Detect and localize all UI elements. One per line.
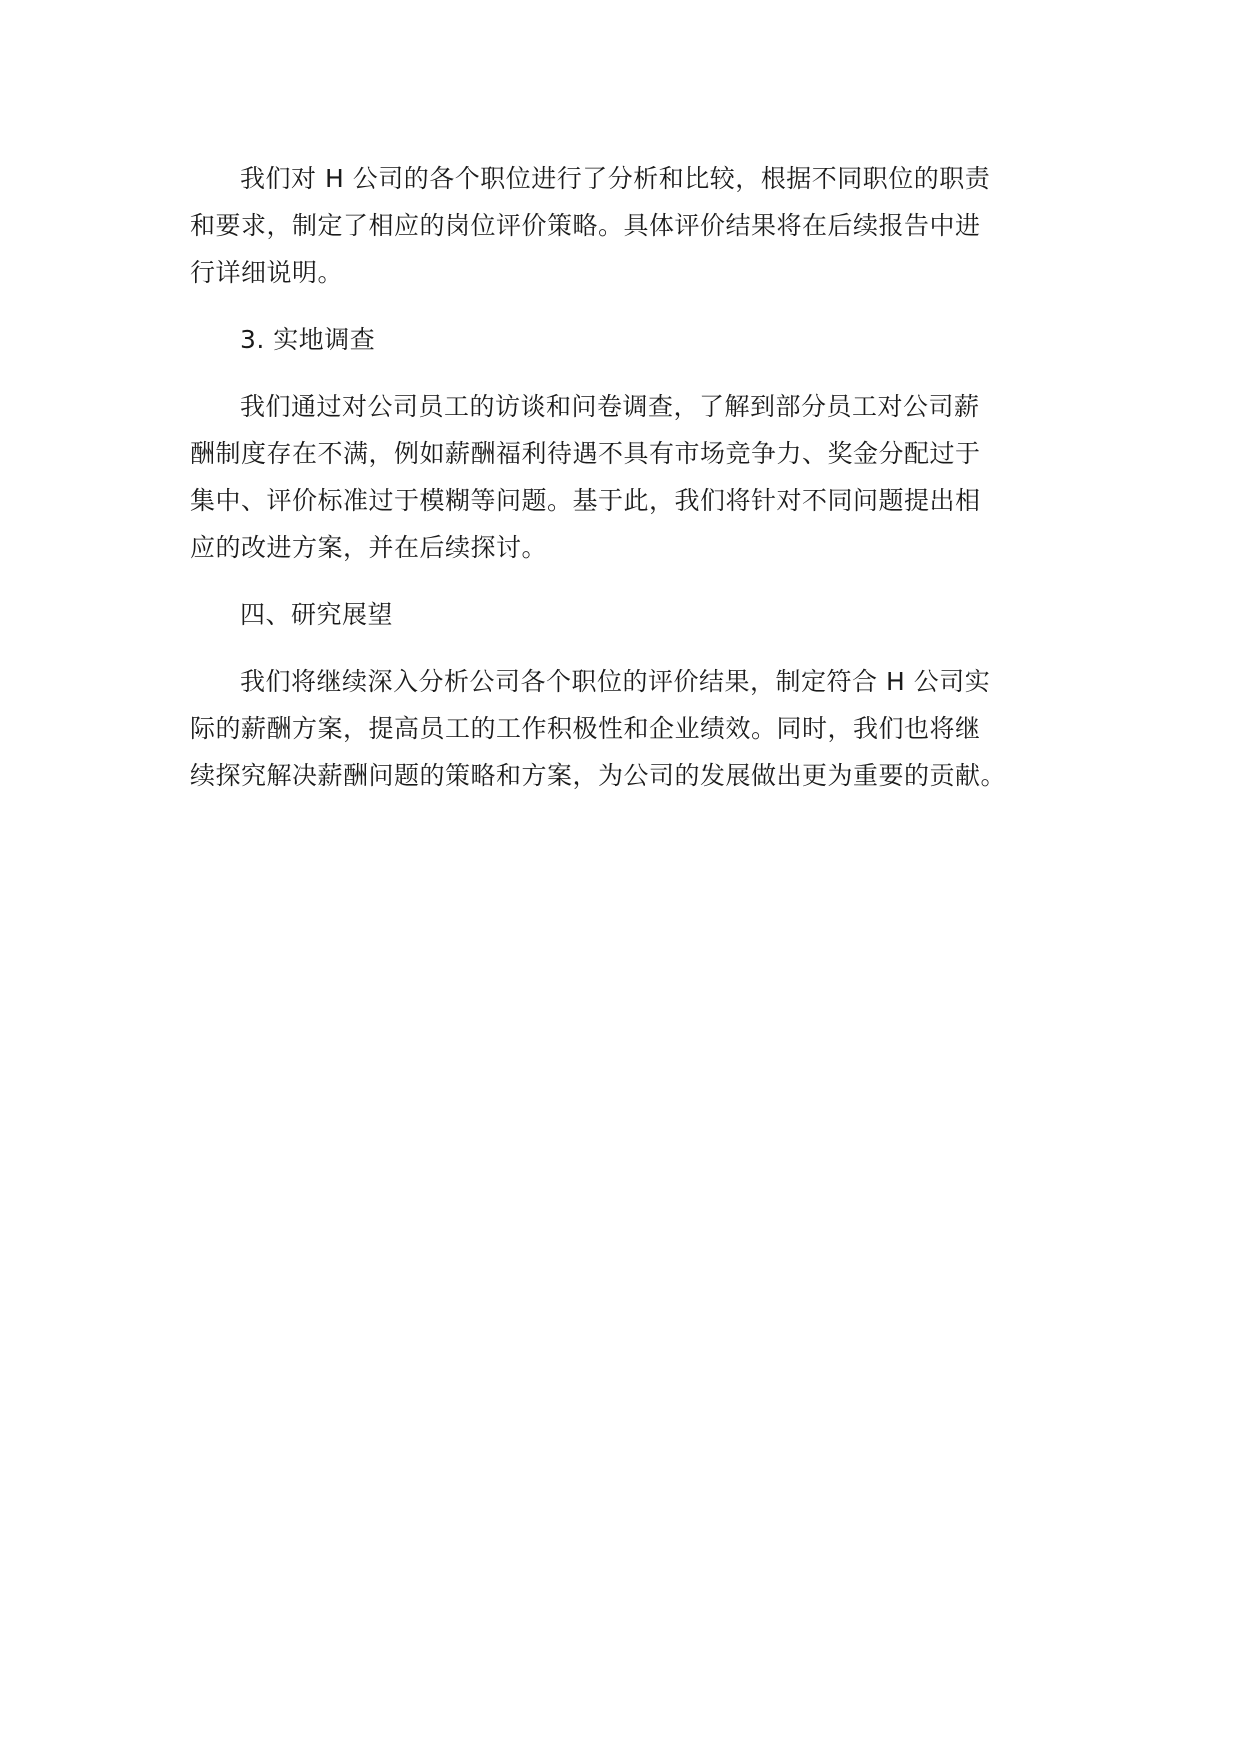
paragraph-position-evaluation <box>190 155 1050 296</box>
paragraph-line: 续探究解决薪酬问题的策略和方案，为公司的发展做出更为重要的贡献。 <box>190 761 1007 790</box>
paragraph-line: 和要求，制定了相应的岗位评价策略。具体评价结果将在后续报告中进 <box>190 211 981 240</box>
paragraph-research-outlook <box>190 658 1050 799</box>
document-body <box>190 155 1050 819</box>
paragraph-field-survey <box>190 383 1050 571</box>
paragraph-line: 际的薪酬方案，提高员工的工作积极性和企业绩效。同时，我们也将继 <box>190 714 981 743</box>
paragraph-line: 行详细说明。 <box>190 258 344 287</box>
paragraph-line: 我们通过对公司员工的访谈和问卷调查，了解到部分员工对公司薪 <box>240 392 980 421</box>
paragraph-line: 应的改进方案，并在后续探讨。 <box>190 533 548 562</box>
paragraph-line: 酬制度存在不满，例如薪酬福利待遇不具有市场竞争力、奖金分配过于 <box>190 439 981 468</box>
paragraph-line: 我们将继续深入分析公司各个职位的评价结果，制定符合 H 公司实 <box>240 667 991 696</box>
paragraph-line: 我们对 H 公司的各个职位进行了分析和比较，根据不同职位的职责 <box>240 164 991 193</box>
paragraph-line: 集中、评价标准过于模糊等问题。基于此，我们将针对不同问题提出相 <box>190 486 981 515</box>
section-heading-field-survey: 3. 实地调查 <box>240 325 376 354</box>
section-heading-research-outlook: 四、研究展望 <box>240 600 394 629</box>
